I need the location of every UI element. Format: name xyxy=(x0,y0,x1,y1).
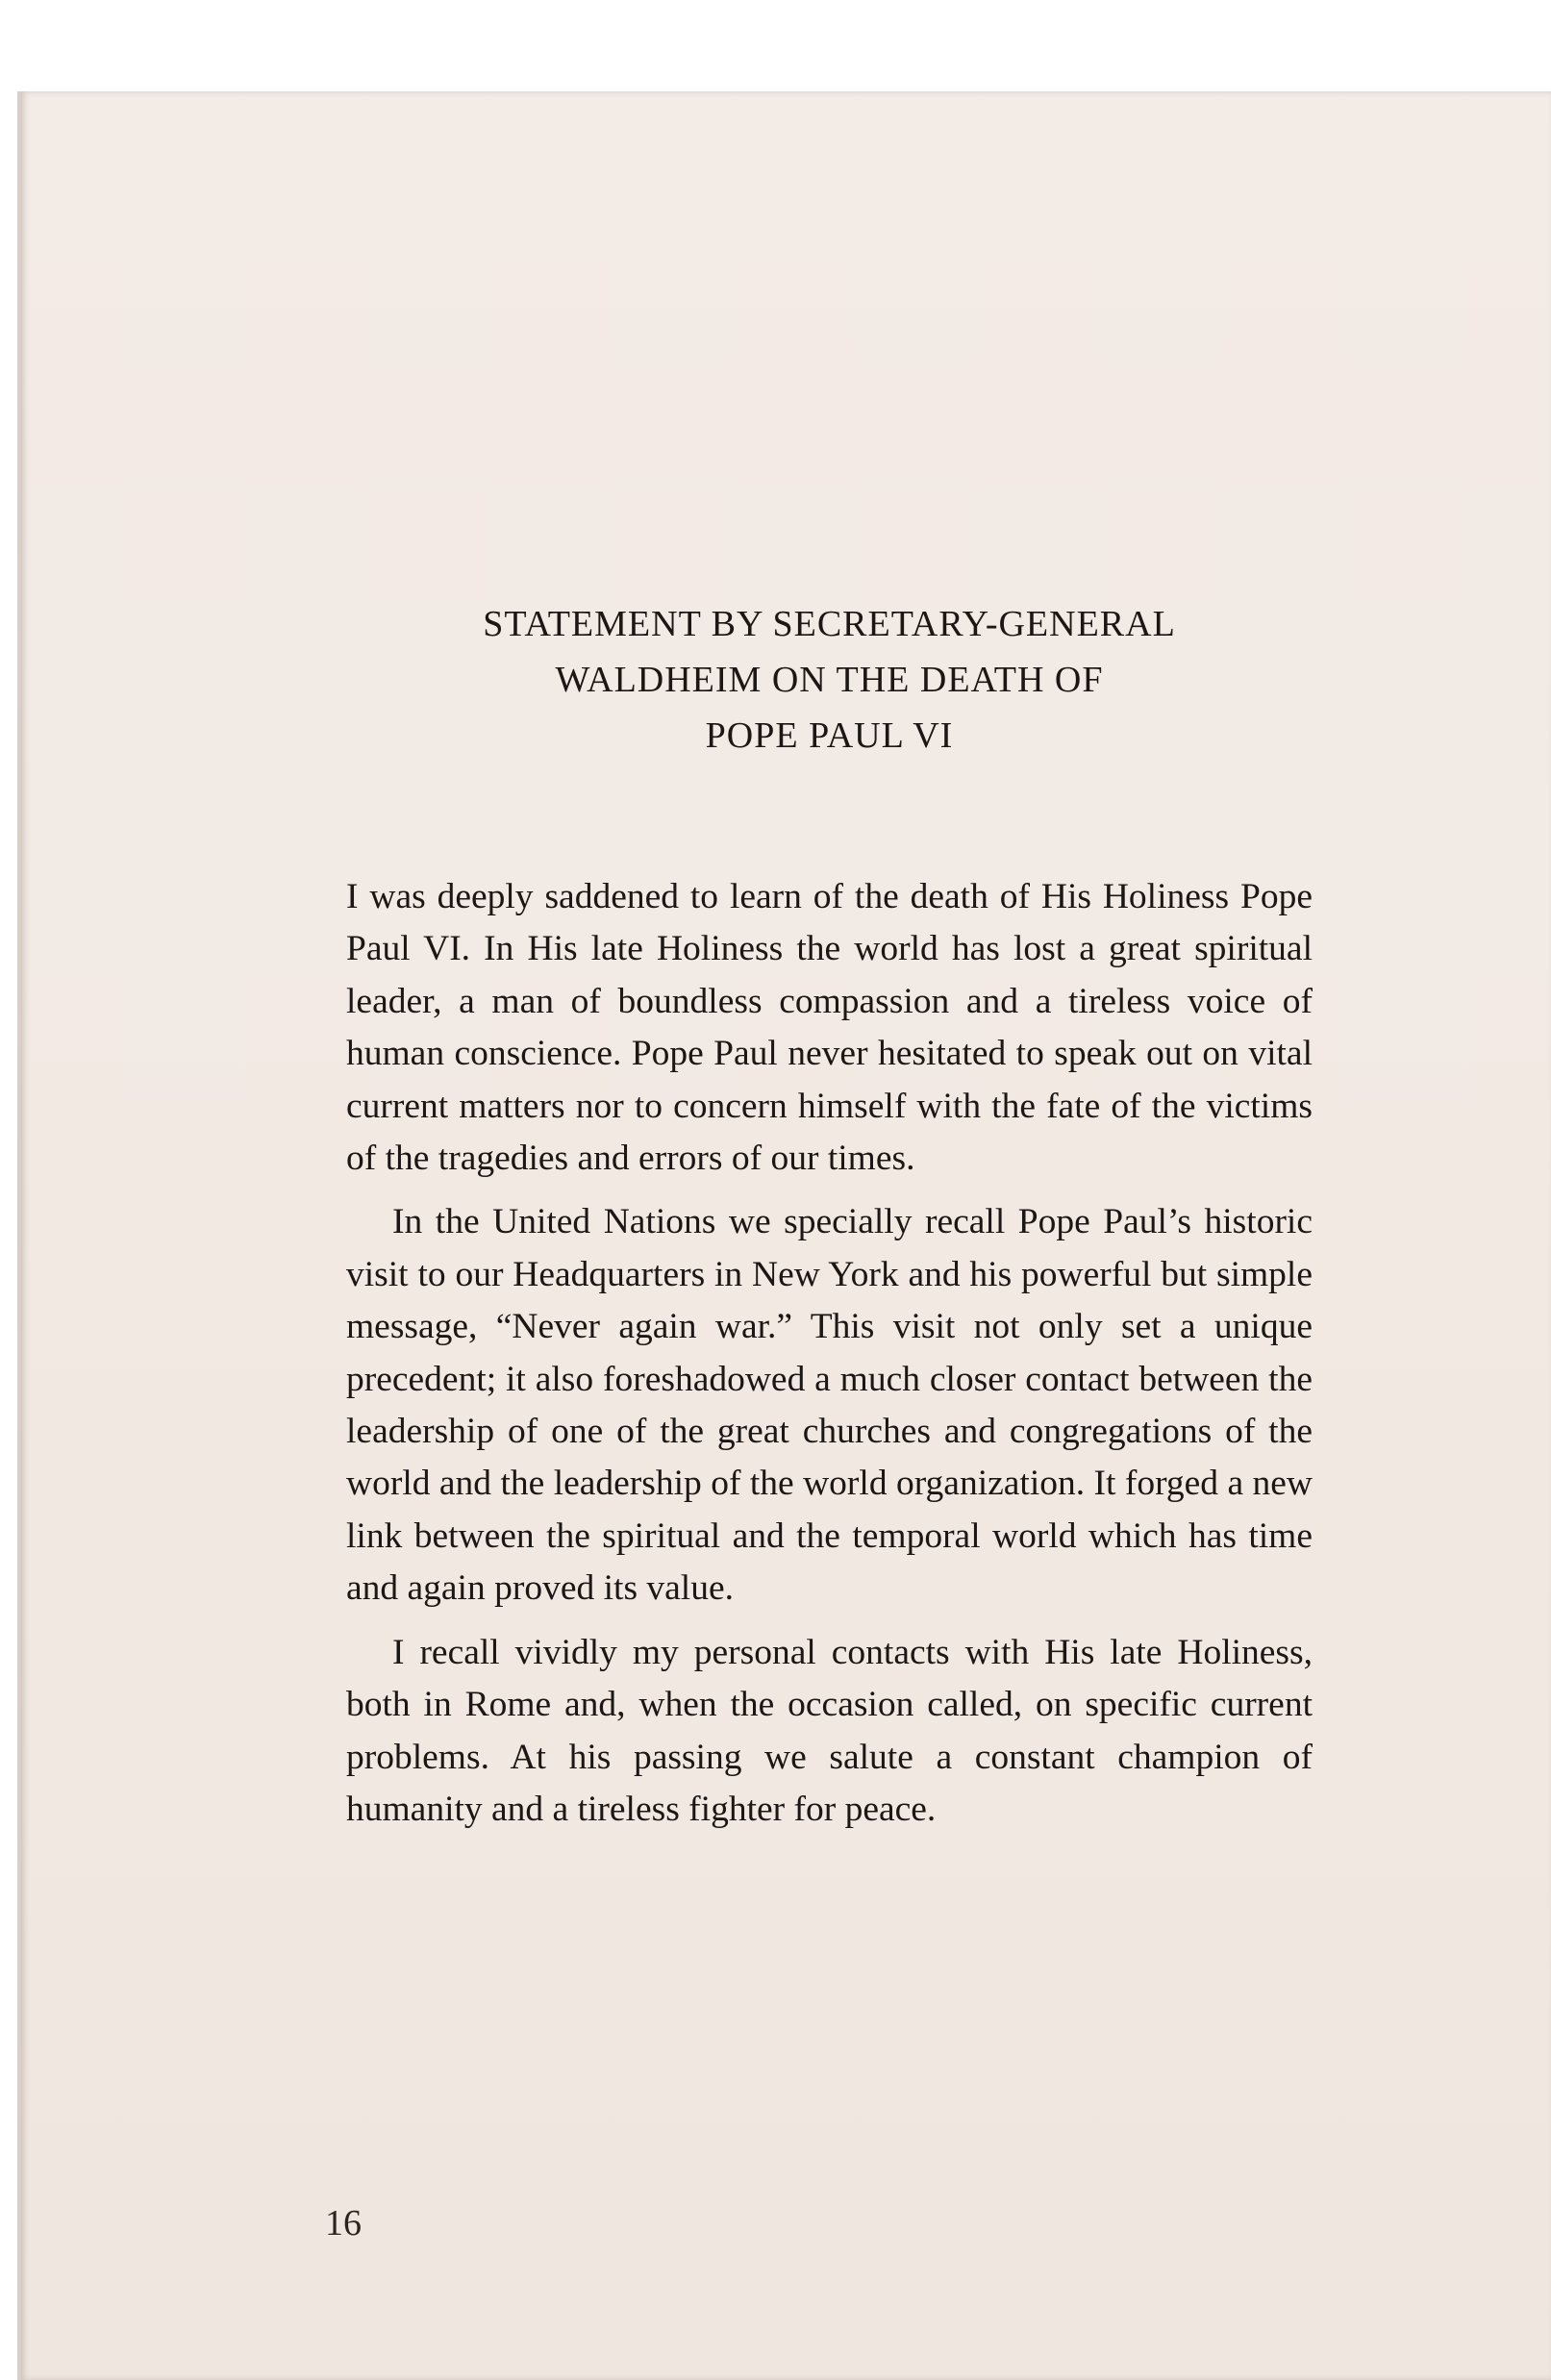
paragraph: In the United Nations we specially recall Pope Paul’s historic visit to our Headquarters in New York and his powerful but simple message, “Never again war.” This visit not only set a unique precedent; it also foreshadowed a much closer contact between the leadership of one of the great churches and congregations of the world and the leadership of the world organization. It forged a new link between the spiritual and the temporal world which has time and again proved its value. xyxy=(346,1202,1313,1609)
paragraph: I recall vividly my personal contacts with His late Holiness, both in Rome and, when the occasion called, on specific current problems. At his passing we salute a constant champion of humanity and a tireless fighter for peace. xyxy=(346,1632,1313,1829)
page-number: 16 xyxy=(325,2203,362,2243)
heading-line: POPE PAUL VI xyxy=(705,715,954,756)
document-heading xyxy=(346,596,1313,764)
heading-line: WALDHEIM ON THE DEATH OF xyxy=(555,660,1104,700)
document-body xyxy=(346,596,1313,1847)
paragraph: I was deeply saddened to learn of the death of His Holiness Pope Paul VI. In His late Holiness the world has lost a great spiritual leader, a man of boundless compassion and a tireless voice of human conscience. Pope Paul never hesitated to speak out on vital current matters nor to concern himself with the fate of the victims of the tragedies and errors of our times. xyxy=(346,877,1313,1179)
heading-line: STATEMENT BY SECRETARY-GENERAL xyxy=(483,604,1176,644)
